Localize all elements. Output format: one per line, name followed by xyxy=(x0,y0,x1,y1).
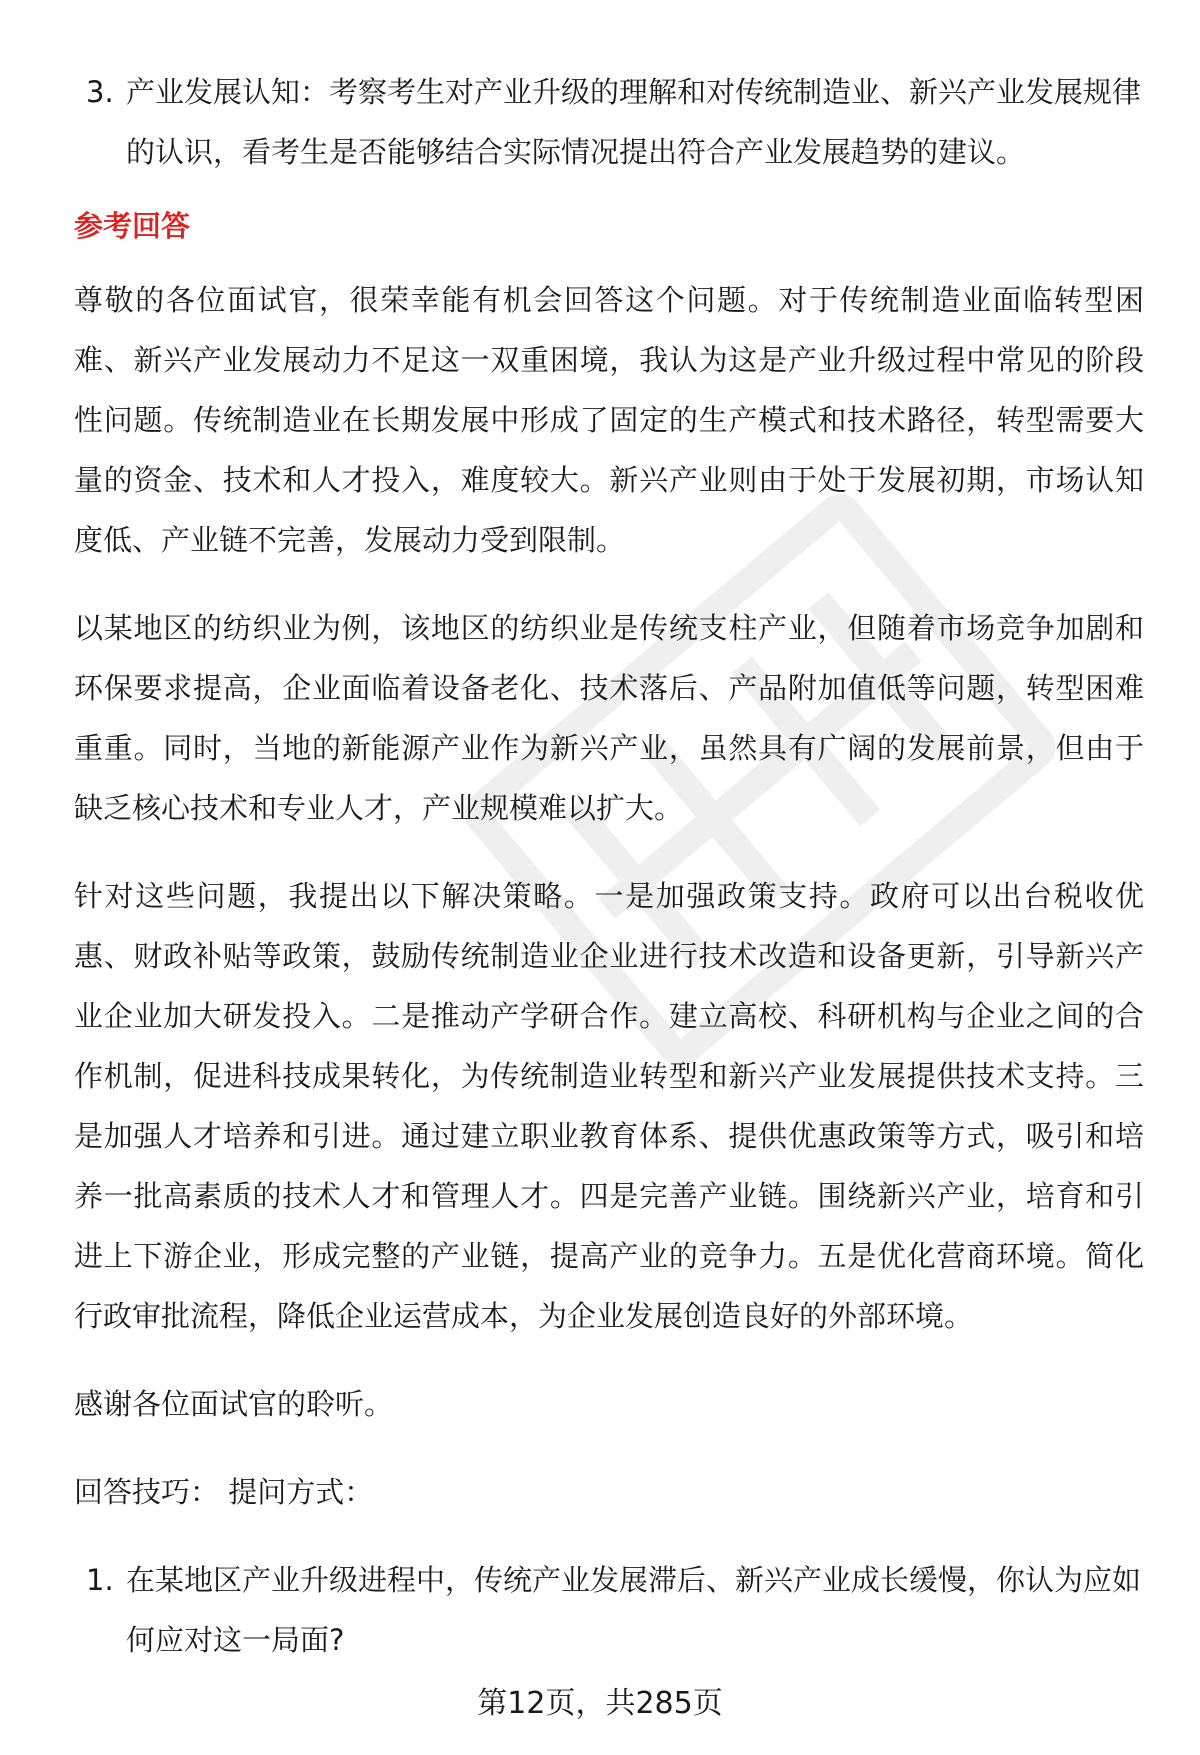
list-item-text: 在某地区产业升级进程中，传统产业发展滞后、新兴产业成长缓慢，你认为应如何应对这一局面? xyxy=(126,1563,1142,1657)
list-item-text: 产业发展认知：考察考生对产业升级的理解和对传统制造业、新兴产业发展规律的认识，看考生是否能够结合实际情况提出符合产业发展趋势的建议。 xyxy=(126,75,1142,169)
list-item-number: 3. xyxy=(86,75,114,109)
tips-label: 回答技巧： 提问方式： xyxy=(74,1475,374,1509)
paragraph: 尊敬的各位面试官，很荣幸能有机会回答这个问题。对于传统制造业面临转型困难、新兴产业发展动力不足这一双重困境，我认为这是产业升级过程中常见的阶段性问题。传统制造业在长期发展中形成了固定的生产模式和技术路径，转型需要大量的资金、技术和人才投入，难度较大。新兴产业则由于处于发展初期，市场认知度低、产业链不完善，发展动力受到限制。 xyxy=(74,283,1144,557)
paragraph: 针对这些问题，我提出以下解决策略。一是加强政策支持。政府可以出台税收优惠、财政补贴等政策，鼓励传统制造业企业进行技术改造和设备更新，引导新兴产业企业加大研发投入。二是推动产学研合作。建立高校、科研机构与企业之间的合作机制，促进科技成果转化，为传统制造业转型和新兴产业发展提供技术支持。三是加强人才培养和引进。通过建立职业教育体系、提供优惠政策等方式，吸引和培养一批高素质的技术人才和管理人才。四是完善产业链。围绕新兴产业，培育和引进上下游企业，形成完整的产业链，提高产业的竞争力。五是优化营商环境。简化行政审批流程，降低企业运营成本，为企业发展创造良好的外部环境。 xyxy=(74,879,1144,1333)
page-footer: 第12页，共285页 xyxy=(477,1686,723,1721)
closing-paragraph: 感谢各位面试官的聆听。 xyxy=(74,1387,394,1421)
document-content xyxy=(74,62,1144,1670)
paragraph: 以某地区的纺织业为例，该地区的纺织业是传统支柱产业，但随着市场竞争加剧和环保要求提高，企业面临着设备老化、技术落后、产品附加值低等问题，转型困难重重。同时，当地的新能源产业作为新兴产业，虽然具有广阔的发展前景，但由于缺乏核心技术和专业人才，产业规模难以扩大。 xyxy=(74,611,1144,825)
section-heading: 参考回答 xyxy=(74,209,191,243)
list-item-number: 1. xyxy=(86,1563,114,1597)
list-item xyxy=(74,62,1144,182)
list-item xyxy=(74,1550,1144,1670)
